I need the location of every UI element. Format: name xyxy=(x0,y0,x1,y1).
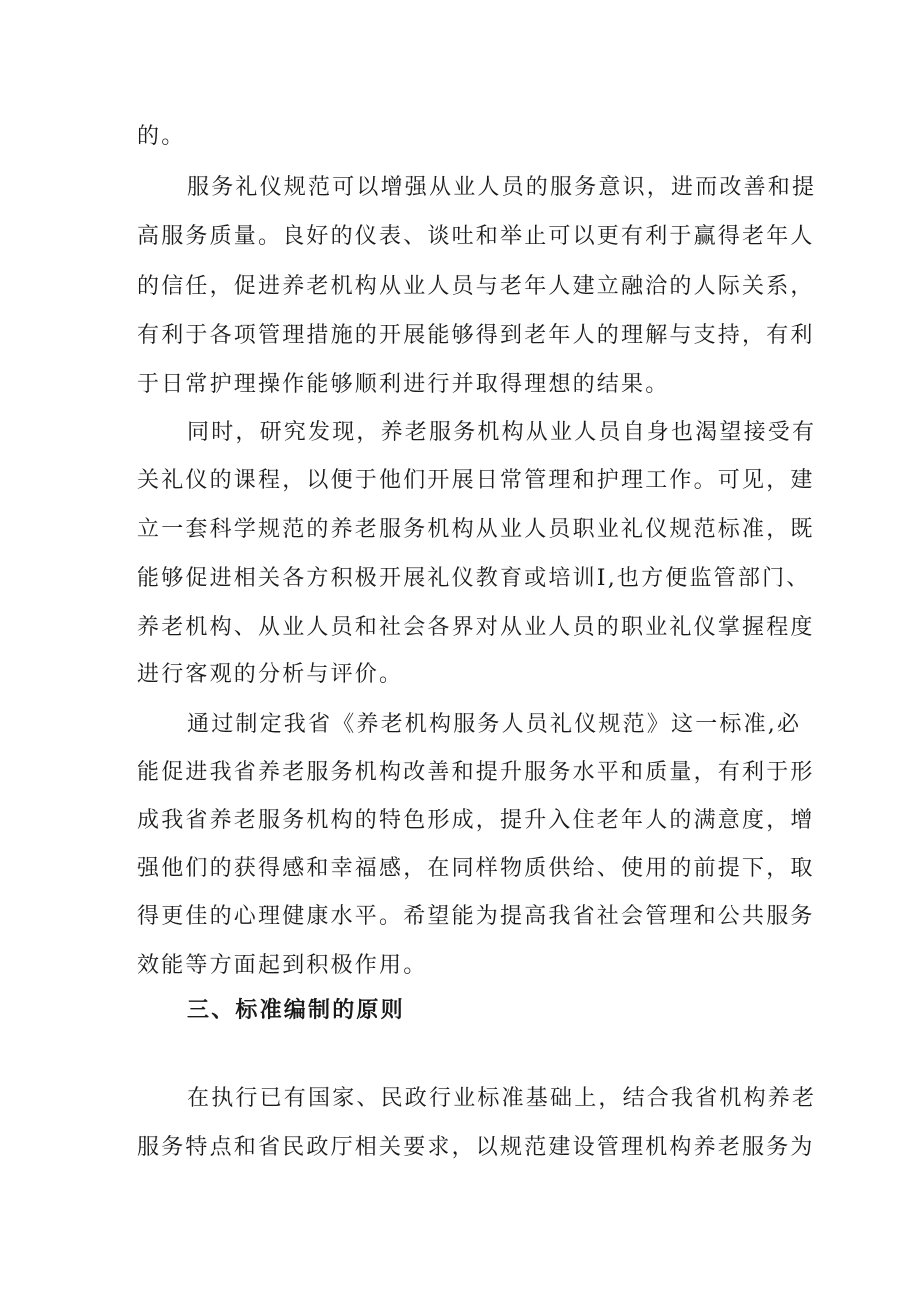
text-line: 有利于各项管理措施的开展能够得到老年人的理解与支持，有利 xyxy=(137,323,815,348)
text-line: 能够促进相关各方积极开展礼仪教育或培训I,也方便监管部门、 xyxy=(137,566,811,591)
text-line: 高服务质量。良好的仪表、谈吐和举止可以更有利于赢得老年人 xyxy=(137,224,815,249)
text-line: 强他们的获得感和幸福感，在同样物质供给、使用的前提下，取 xyxy=(137,856,815,881)
text-line: 效能等方面起到积极作用。 xyxy=(137,953,428,978)
paragraph-first-line: 同时，研究发现，养老服务机构从业人员自身也渴望接受有 xyxy=(187,420,817,445)
text-line: 成我省养老服务机构的特色形成，提升入住老年人的满意度，增 xyxy=(137,808,815,833)
text-line: 服务特点和省民政厅相关要求，以规范建设管理机构养老服务为 xyxy=(137,1135,815,1160)
paragraph-first-line: 服务礼仪规范可以增强从业人员的服务意识，进而改善和提 xyxy=(187,175,817,200)
text-line: 养老机构、从业人员和社会各界对从业人员的职业礼仪掌握程度 xyxy=(137,615,815,640)
text-line: 关礼仪的课程，以便于他们开展日常管理和护理工作。可见，建 xyxy=(137,468,815,493)
text-line: 进行客观的分析与评价。 xyxy=(137,662,404,687)
section-heading: 三、标准编制的原则 xyxy=(187,998,405,1023)
text-line: 立一套科学规范的养老服务机构从业人员职业礼仪规范标准，既 xyxy=(137,517,815,542)
text-line: 的信任，促进养老机构从业人员与老年人建立融洽的人际关系， xyxy=(137,274,815,299)
text-line: 能促进我省养老服务机构改善和提升服务水平和质量，有利于形 xyxy=(137,760,815,785)
text-line: 于日常护理操作能够顺利进行并取得理想的结果。 xyxy=(137,372,670,397)
text-line: 得更佳的心理健康水平。希望能为提高我省社会管理和公共服务 xyxy=(137,904,815,929)
paragraph-first-line: 通过制定我省《养老机构服务人员礼仪规范》这一标准,必 xyxy=(187,712,802,737)
paragraph-first-line: 在执行已有国家、民政行业标准基础上，结合我省机构养老 xyxy=(187,1086,817,1111)
text-line: 的。 xyxy=(137,124,186,149)
